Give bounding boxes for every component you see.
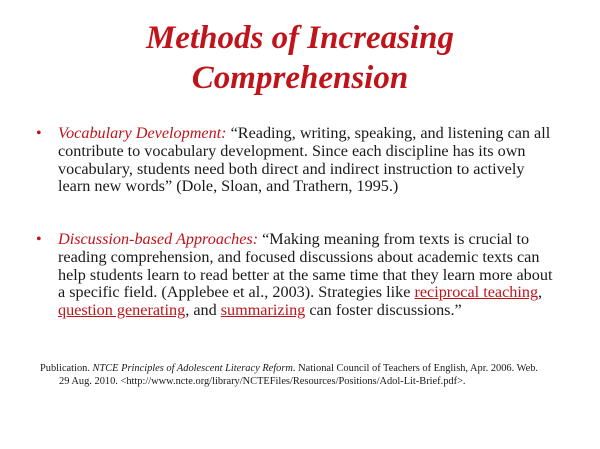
bullet-term-colon: :	[221, 124, 227, 142]
link-separator: , and	[185, 301, 221, 320]
link-separator: ,	[538, 283, 543, 302]
link-reciprocal-teaching[interactable]: reciprocal teaching	[414, 283, 539, 302]
link-question-generating[interactable]: question generating	[58, 301, 186, 320]
bullet-term-colon: :	[252, 230, 259, 248]
citation-work-title: NTCE Principles of Adolescent Literacy Reform	[92, 363, 293, 374]
slide-title-line-2: Comprehension	[191, 60, 409, 96]
bullet-point-icon: •	[36, 231, 42, 248]
citation-prefix: Publication.	[40, 363, 93, 374]
slide-title-line-1: Methods of Increasing	[145, 20, 455, 56]
bullet-point-icon: •	[36, 125, 42, 142]
bullet-text: “Making meaning from texts is crucial to reading comprehension, and focused discussions about academic texts can help students learn to read better at the same time that they learn more about a specific field. (Applebee et al., 2003). Strategies like	[58, 230, 553, 302]
citation	[40, 362, 560, 388]
bullet-term: Vocabulary Development	[58, 124, 222, 142]
bullet-text-end: can foster discussions.”	[305, 301, 462, 320]
link-summarizing[interactable]: summarizing	[220, 301, 306, 320]
bullet-text: “Reading, writing, speaking, and listening can all contribute to vocabulary development. Since each discipline has its own vocabulary, students need both direct and indirect instruction to actively learn new words” (Dole, Sloan, and Trathern, 1995.)	[58, 124, 551, 196]
bullet-term: Discussion-based Approaches	[58, 230, 253, 248]
bullet-discussion-based-approaches	[58, 231, 558, 320]
bullet-vocabulary-development	[58, 125, 558, 196]
citation-publisher: . National Council of Teachers of English, Apr. 2006. Web.	[292, 363, 538, 374]
citation-url-line: 29 Aug. 2010. <http://www.ncte.org/library/NCTEFiles/Resources/Positions/Adol-Lit-Brief.pdf>.	[59, 376, 466, 387]
